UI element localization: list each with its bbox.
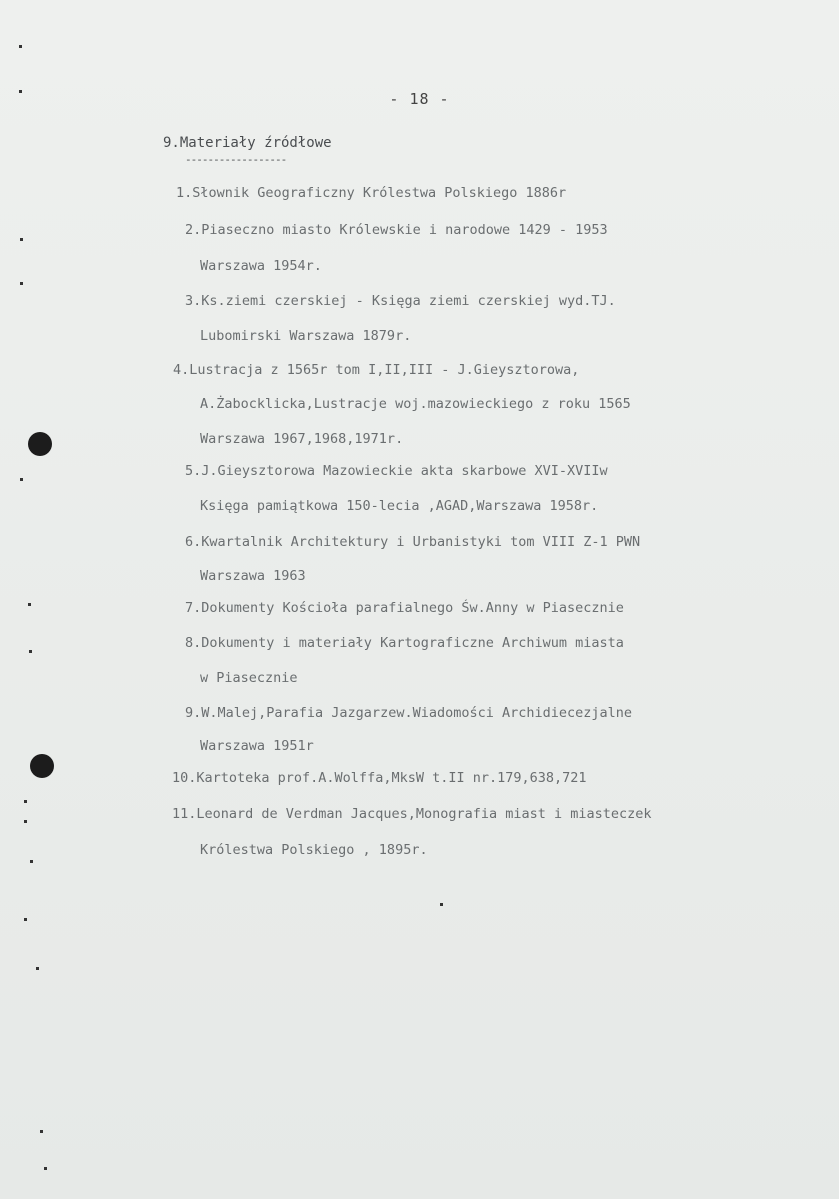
source-entry-8-continuation: w Piasecznie xyxy=(200,670,298,686)
margin-speck xyxy=(20,282,23,285)
punch-hole-mark xyxy=(30,754,54,778)
source-entry-4-continuation: A.Żabocklicka,Lustracje woj.mazowieckiego z roku 1565 xyxy=(200,396,631,412)
source-entry-5-continuation: Księga pamiątkowa 150-lecia ,AGAD,Warszawa 1958r. xyxy=(200,498,599,514)
margin-speck xyxy=(44,1167,47,1170)
source-entry-4: 4.Lustracja z 1565r tom I,II,III - J.Gieysztorowa, xyxy=(173,362,580,378)
source-entry-11-continuation: Królestwa Polskiego , 1895r. xyxy=(200,842,428,858)
margin-speck xyxy=(24,918,27,921)
source-entry-6-continuation: Warszawa 1963 xyxy=(200,568,306,584)
source-entry-6: 6.Kwartalnik Architektury i Urbanistyki tom VIII Z-1 PWN xyxy=(185,534,641,550)
source-entry-7: 7.Dokumenty Kościoła parafialnego Św.Anny w Piasecznie xyxy=(185,600,624,616)
punch-hole-mark xyxy=(28,432,52,456)
page-number: - 18 - xyxy=(389,90,450,108)
source-entry-3: 3.Ks.ziemi czerskiej - Księga ziemi czerskiej wyd.TJ. xyxy=(185,293,616,309)
margin-speck xyxy=(20,238,23,241)
source-entry-9: 9.W.Malej,Parafia Jazgarzew.Wiadomości Archidiecezjalne xyxy=(185,705,633,721)
margin-speck xyxy=(440,903,443,906)
source-entry-9-continuation: Warszawa 1951r xyxy=(200,738,314,754)
margin-speck xyxy=(19,45,22,48)
margin-speck xyxy=(30,860,33,863)
source-entry-2-continuation: Warszawa 1954r. xyxy=(200,258,322,274)
source-entry-4-continuation: Warszawa 1967,1968,1971r. xyxy=(200,431,404,447)
source-entry-8: 8.Dokumenty i materiały Kartograficzne Archiwum miasta xyxy=(185,635,624,651)
margin-speck xyxy=(20,478,23,481)
source-entry-2: 2.Piaseczno miasto Królewskie i narodowe 1429 - 1953 xyxy=(185,222,608,238)
section-title: 9.Materiały źródłowe xyxy=(163,135,332,151)
margin-speck xyxy=(29,650,32,653)
margin-speck xyxy=(28,603,31,606)
source-entry-1: 1.Słownik Geograficzny Królestwa Polskiego 1886r xyxy=(176,185,567,201)
margin-speck xyxy=(36,967,39,970)
source-entry-5: 5.J.Gieysztorowa Mazowieckie akta skarbowe XVI-XVIIw xyxy=(185,463,608,479)
margin-speck xyxy=(24,800,27,803)
source-entry-11: 11.Leonard de Verdman Jacques,Monografia miast i miasteczek xyxy=(172,806,652,822)
margin-speck xyxy=(19,90,22,93)
source-entry-10: 10.Kartoteka prof.A.Wolffa,MksW t.II nr.179,638,721 xyxy=(172,770,587,786)
source-entry-3-continuation: Lubomirski Warszawa 1879r. xyxy=(200,328,412,344)
margin-speck xyxy=(24,820,27,823)
margin-speck xyxy=(40,1130,43,1133)
section-underline: ------------------ xyxy=(185,153,287,166)
